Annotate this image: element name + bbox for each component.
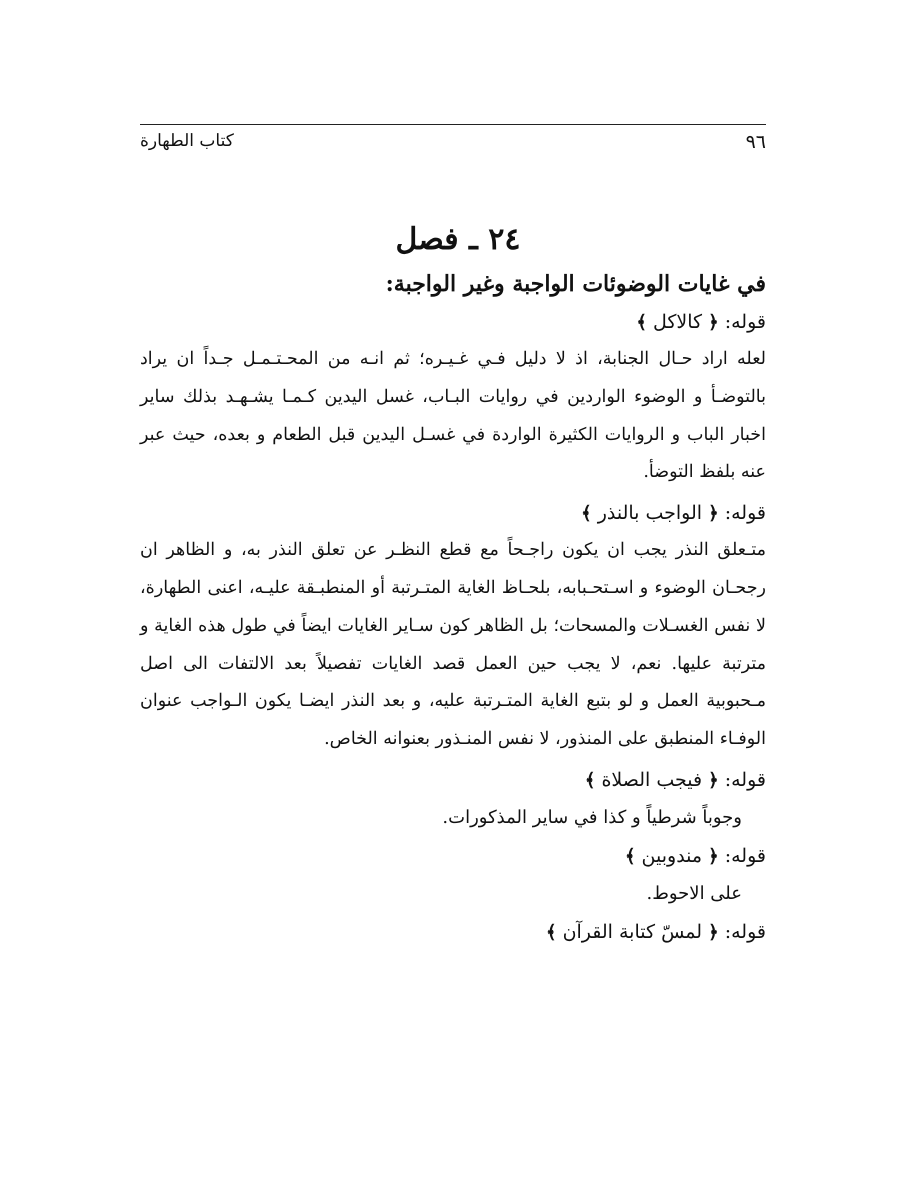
ornate-bracket-open: ﴿ (708, 503, 719, 525)
ornate-bracket-open: ﴿ (708, 921, 719, 943)
page-body (140, 215, 766, 951)
text-line: طول هذه الغاية و مترتبة عليها. نعم، لا يجب حين العمل قصد الغايات تفصيلاً (140, 615, 766, 674)
quoted-phrase: فيجب الصلاة (601, 768, 703, 791)
quote-line (140, 913, 766, 951)
page-number: ٩٦ (745, 131, 766, 153)
commentary-short: وجوباً شرطياً و كذا في ساير المذكورات. (442, 806, 742, 828)
quoted-phrase: كالاكل (652, 311, 703, 333)
quote-label: قوله: (724, 311, 766, 333)
quote-line (140, 303, 766, 341)
text-line: ساير اخبار الباب و الروايات الكثيرة الواردة في غسـل اليدين قبل الطعام و بعده، (140, 386, 766, 445)
text-line: ايضـا يكون الـواجب عنوان الوفـاء المنطبق على المنذور، لا نفس المنـذور بعنوانه (140, 691, 766, 750)
text-line: بالتوضـأ و الوضوء الواردين في روايات البـاب، غسل اليدين كـمـا يشـهـد بذلك (183, 386, 766, 407)
ornate-bracket-close: ﴾ (624, 845, 636, 867)
ornate-bracket-open: ﴿ (708, 312, 719, 333)
text-line: الطهارة، لا نفس الغسـلات والمسحات؛ بل الظاهر كون سـاير الغايات ايضاً في (140, 577, 766, 636)
commentary-short: على الاحوط. (646, 882, 742, 904)
quote-label: قوله: (724, 502, 766, 525)
ornate-bracket-close: ﴾ (545, 921, 557, 943)
text-line: الخاص. (324, 729, 378, 750)
quote-label: قوله: (724, 920, 766, 943)
ornate-bracket-close: ﴾ (581, 503, 592, 525)
text-line: لعله اراد حـال الجنابة، اذ لا دليل فـي غـيـره؛ ثم انـه من المحـتـمـل جـداً ان يراد (140, 349, 766, 369)
section-subheading: في غايات الوضوئات الواجبة وغير الواجبة: (385, 271, 766, 297)
quote-line (140, 837, 766, 875)
ornate-bracket-close: ﴾ (584, 769, 596, 791)
quoted-phrase: لمسّ كتابة القرآن (562, 920, 703, 943)
section-heading: ٢٤ ـ فصل (395, 222, 521, 257)
quote-line (140, 494, 766, 532)
ornate-bracket-open: ﴿ (708, 769, 719, 791)
quote-label: قوله: (724, 768, 766, 791)
text-line: متـعلق النذر يجب ان يكون راجـحاً مع قطع النظـر عن تعلق النذر به، و الظاهر (166, 540, 766, 561)
running-header (140, 124, 766, 155)
quoted-phrase: مندوبين (641, 844, 703, 867)
commentary-paragraph (140, 532, 766, 759)
book-title: كتاب الطهارة (140, 131, 234, 151)
commentary-paragraph (140, 341, 766, 492)
ornate-bracket-close: ﴾ (636, 312, 647, 333)
quote-line (140, 761, 766, 799)
text-line: حيث عبر عنه بلفظ التوضأ. (140, 424, 766, 483)
text-line: ان رجحـان الوضوء و اسـتحـبابه، بلحـاظ الغاية المتـرتبة أو المنطبـقة عليـه، اعنى (140, 540, 766, 598)
quoted-phrase: الواجب بالنذر (597, 502, 703, 525)
text-line: بعد الالتفات الى اصل مـحبوبية العمل و لو بتبع الغاية المتـرتبة عليه، و بعد النذر (140, 653, 766, 712)
ornate-bracket-open: ﴿ (708, 845, 719, 867)
quote-label: قوله: (724, 844, 766, 867)
